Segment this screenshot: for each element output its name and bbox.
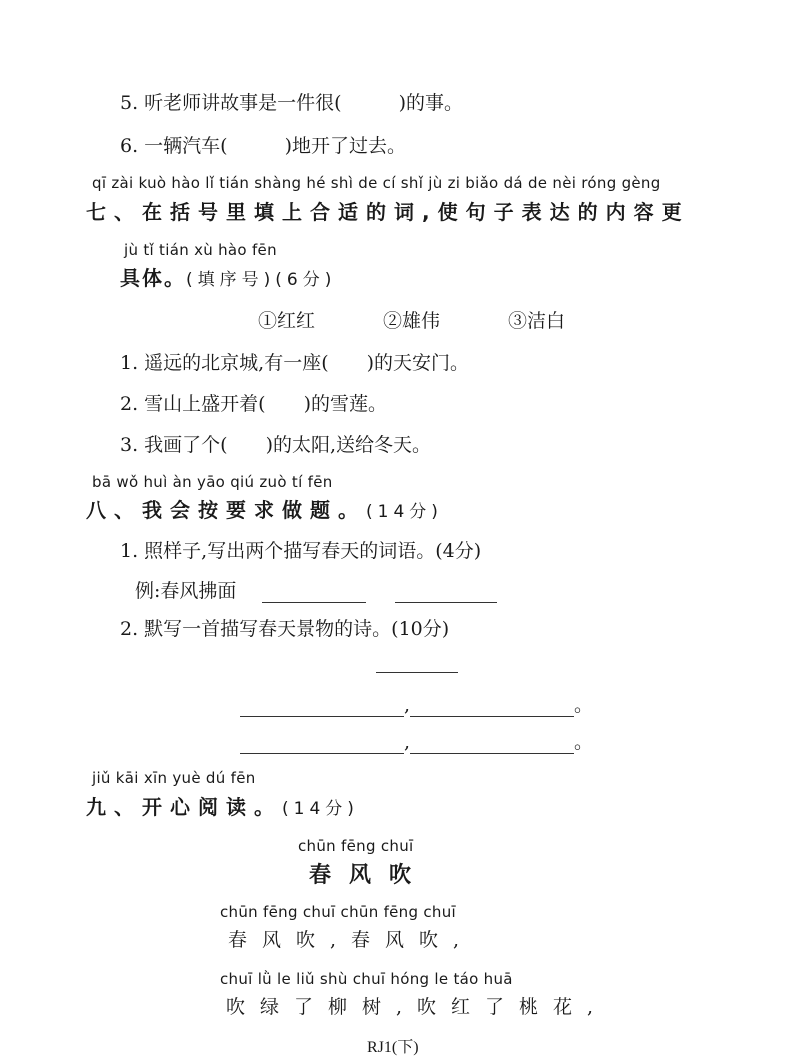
poem-title-blank[interactable] [376,672,458,673]
poem-blank-1[interactable] [240,696,404,717]
example-line [135,576,497,603]
option-2: ②雄伟 [383,310,441,332]
comma-1: , [404,694,411,716]
section-7-heading-2 [120,262,336,291]
poem-blank-2[interactable] [410,696,574,717]
section-7-score: (填序号)(6分) [186,270,337,290]
poem-blank-4[interactable] [410,733,574,754]
section-8-question-1: 1. 照样子,写出两个描写春天的词语。(4分) [120,540,482,562]
poem-line-2: 吹绿了柳树,吹红了桃花, [226,996,609,1018]
section-8-pinyin: bā wǒ huì àn yāo qiú zuò tí fēn [92,473,333,491]
question-5: 5. 听老师讲故事是一件很( )的事。 [120,92,463,114]
answer-blank-1[interactable] [262,582,366,603]
period-1: 。 [574,694,594,716]
option-3: ③洁白 [508,310,566,332]
section-8-score: (14分) [366,502,443,522]
poem-answer-row-2 [240,727,593,754]
page-footer: RJ1(下) [367,1039,419,1056]
poem-pinyin-2: chuī lǜ le liǔ shù chuī hóng le táo huā [220,970,513,988]
question-6: 6. 一辆汽车( )地开了过去。 [120,135,406,157]
poem-answer-row-1 [240,690,593,717]
poem-pinyin-1: chūn fēng chuī chūn fēng chuī [220,903,457,921]
section-7-question-1: 1. 遥远的北京城,有一座( )的天安门。 [120,352,470,374]
poem-line-1: 春风吹,春风吹, [228,929,475,951]
section-7-pinyin: qī zài kuò hào lǐ tián shàng hé shì de cí shǐ jù zi biǎo dá de nèi róng gèng [92,174,661,192]
comma-2: , [404,731,411,753]
section-8-heading-main: 八、我会按要求做题。 [86,498,366,522]
period-2: 。 [574,731,594,753]
section-9-heading-main: 九、开心阅读。 [86,795,282,819]
section-9-pinyin: jiǔ kāi xīn yuè dú fēn [92,769,256,787]
section-7-question-2: 2. 雪山上盛开着( )的雪莲。 [120,393,387,415]
section-7-heading-2-main: 具体。 [120,266,186,290]
section-9-heading [86,791,359,820]
section-8-heading [86,494,443,523]
reading-title-pinyin: chūn fēng chuī [298,837,414,855]
option-1: ①红红 [258,310,316,332]
section-7-heading: 七、在括号里填上合适的词,使句子表达的内容更 [86,200,690,224]
answer-blank-2[interactable] [395,582,497,603]
section-7-question-3: 3. 我画了个( )的太阳,送给冬天。 [120,434,432,456]
section-8-question-2: 2. 默写一首描写春天景物的诗。(10分) [120,618,450,640]
reading-title: 春风吹 [309,862,430,888]
section-7-pinyin-2: jù tǐ tián xù hào fēn [124,241,277,259]
example-text: 例:春风拂面 [135,580,237,602]
section-9-score: (14分) [282,799,359,819]
poem-blank-3[interactable] [240,733,404,754]
